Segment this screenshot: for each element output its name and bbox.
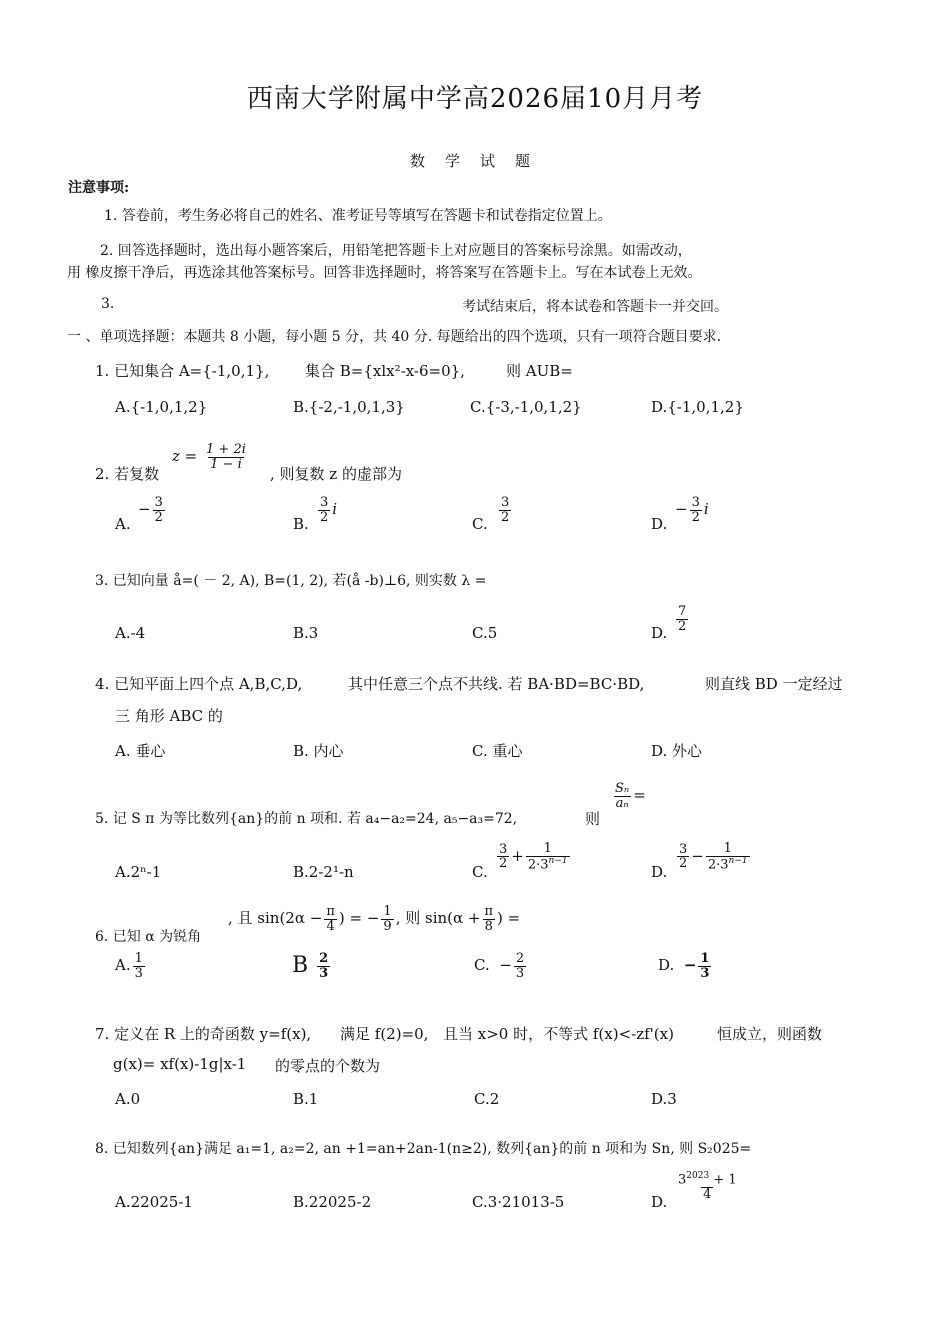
question-1-text: 则 AUB= [506,362,573,380]
option-a: A.{-1,0,1,2} [115,398,208,416]
section-heading: 一 、单项选择题：本题共 8 小题，每小题 5 分，共 40 分. 每题给出的四个选项，只有一项符合题目要求. [67,329,722,345]
option-d-value: − $\frac{3}{2}$ i [675,495,709,525]
question-7-text: 满足 f(2)=0, [340,1025,429,1043]
option-b: B.3 [293,624,319,642]
notice-item: 3. [101,296,115,312]
question-5-text: 则 [585,810,601,828]
page-subtitle: 数学试题 [409,152,550,170]
option-a: A.0 [115,1090,141,1108]
option-d: D. 外心 [651,742,703,760]
question-7-text: g(x)= xf(x)-1g|x-1 [113,1055,247,1073]
option-a: A. [115,515,131,533]
notice-item: 考试结束后，将本试卷和答题卡一并交回。 [462,299,728,315]
question-2-formula: z = $\frac{1 + 2i}{1 - i}$ [172,442,246,472]
question-3-text: 3. 已知向量 å=( － 2, A), B=(1, 2), 若(å -b)⊥6, 则实数 λ = [95,573,487,589]
question-7-text: 恒成立，则函数 [717,1025,823,1043]
question-4-text: 三 角形 ABC 的 [115,707,223,725]
question-5-formula: $\frac{\text{Sₙ}}{\text{aₙ}}$ = [615,781,646,811]
question-4-text: 其中任意三个点不共线. 若 BA·BD=BC·BD, [348,675,645,693]
notice-heading: 注意事项: [68,180,130,196]
option-c: C. [472,515,488,533]
option-c: C.2 [474,1090,500,1108]
option-b-value: $\frac{3}{2}$ i [320,495,338,525]
option-c: C. − $\frac{2}{3}$ [474,951,525,981]
question-6-formula: , 且 sin(2α − $\frac{\pi}{4}$ ) = − $\frac{1}{9}$ , 则 sin(α + $\frac{\pi}{8}$ ) = [228,904,521,934]
option-a: A.2ⁿ-1 [115,863,162,881]
question-7-text: 的零点的个数为 [275,1057,381,1075]
question-8-text: 8. 已知数列{an}满足 a₁=1, a₂=2, an +1=an+2an-1(n≥2), 数列{an}的前 n 项和为 Sn, 则 S₂025= [95,1141,752,1157]
option-b: B. 内心 [293,742,344,760]
option-c: C.5 [472,624,498,642]
option-c: C. [472,863,488,881]
question-1-text: 集合 B={xlx²-x-6=0}, [305,362,465,380]
option-d: D. [651,863,668,881]
option-c: C.3·21013-5 [472,1193,565,1211]
option-a: A. $\frac{1}{3}$ [115,951,143,981]
option-a-value: − $\frac{3}{2}$ [138,495,163,525]
page-title: 西南大学附属中学高2026届10月月考 [246,84,704,114]
option-b: B $\frac{2}{3}$ [292,951,329,981]
option-b: B.{-2,-1,0,1,3} [293,398,405,416]
question-7-text: 7. 定义在 R 上的奇函数 y=f(x), [95,1025,312,1043]
question-2-text: 2. 若复数 [95,465,160,483]
option-d-value: $\frac{7}{2}$ [678,604,687,634]
question-5-text: 5. 记 S π 为等比数列{an}的前 n 项和. 若 a₄−a₂=24, a₅−a₃=72, [95,811,518,827]
question-7-text: 且当 x>0 时，不等式 f(x)<-zf'(x) [443,1025,674,1043]
option-a: A. 垂心 [115,742,166,760]
question-6-text: 6. 已知 α 为锐角 [95,929,202,945]
option-d-value: $\frac{3}{2}$ − $\frac{1}{2\cdot 3^{n-1}}$ [679,841,748,872]
notice-item: 用 橡皮擦干净后，再选涂其他答案标号。回答非选择题时，将答案写在答题卡上。写在本试卷上无效。 [67,265,702,281]
option-d: D. [651,515,668,533]
notice-item: 1. 答卷前，考生务必将自己的姓名、准考证号等填写在答题卡和试卷指定位置上。 [104,208,612,224]
question-2-text: , 则复数 z 的虚部为 [270,465,402,483]
option-d: D. [651,624,668,642]
option-b: B.2-2¹-n [293,863,354,881]
option-c-value: $\frac{3}{2}$ + $\frac{1}{2\cdot 3^{n-1}}$ [499,841,568,872]
option-a: A.22025-1 [115,1193,193,1211]
option-b: B. [293,515,309,533]
option-b: B.1 [293,1090,319,1108]
option-c-value: $\frac{3}{2}$ [501,495,510,525]
option-d: D.3 [651,1090,677,1108]
question-4-text: 则直线 BD 一定经过 [705,675,843,693]
option-d-value: $\frac{3^{2023} + 1}{4}$ [678,1171,737,1202]
option-d: D.{-1,0,1,2} [651,398,744,416]
question-1-text: 1. 已知集合 A={-1,0,1}, [95,362,270,380]
option-d: D. − $\frac{1}{3}$ [658,951,710,981]
notice-item: 2. 回答选择题时，选出每小题答案后，用铅笔把答题卡上对应题目的答案标号涂黑。如需改动， [100,243,692,259]
option-c: C.{-3,-1,0,1,2} [470,398,582,416]
option-c: C. 重心 [472,742,523,760]
option-b: B.22025-2 [293,1193,372,1211]
option-d: D. [651,1193,668,1211]
option-a: A.-4 [115,624,146,642]
question-4-text: 4. 已知平面上四个点 A,B,C,D, [95,675,303,693]
